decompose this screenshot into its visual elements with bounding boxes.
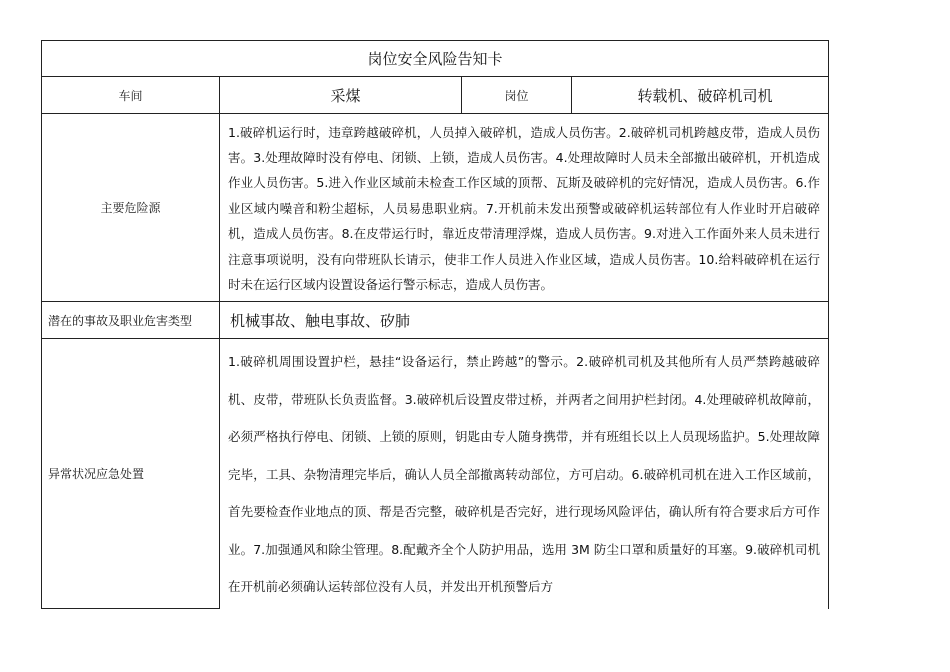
hazards-text: 1.破碎机运行时，违章跨越破碎机，人员掉入破碎机，造成人员伤害。2.破碎机司机跨越皮带，造成人员伤害。3.处理故障时没有停电、闭锁、上锁，造成人员伤害。4.处理故障时人员未全部撤出破碎机，开机造成作业人员伤害。5.进入作业区域前未检查工作区域的顶帮、瓦斯及破碎机的完好情况，造成人员伤害。6.作业区域内噪音和粉尘超标，人员易患职业病。7.开机前未发出预警或破碎机运转部位有人作业时开启破碎机，造成人员伤害。8.在皮带运行时，靠近皮带清理浮煤，造成人员伤害。9.对进入工作面外来人员未进行注意事项说明，没有向带班队长请示，使非工作人员进入作业区域，造成人员伤害。10.给料破碎机在运行时未在运行区域内设置设备运行警示标志，造成人员伤害。 bbox=[220, 114, 829, 302]
risk-notice-card bbox=[41, 40, 828, 609]
title-row bbox=[42, 41, 829, 77]
risk-table bbox=[41, 40, 829, 609]
workshop-value: 采煤 bbox=[220, 77, 462, 114]
workshop-label: 车间 bbox=[42, 77, 220, 114]
hazards-row bbox=[42, 114, 829, 302]
accident-value: 机械事故、触电事故、矽肺 bbox=[220, 302, 829, 339]
accident-label: 潜在的事故及职业危害类型 bbox=[42, 302, 220, 339]
card-title: 岗位安全风险告知卡 bbox=[42, 41, 829, 77]
header-row bbox=[42, 77, 829, 114]
accident-row bbox=[42, 302, 829, 339]
emergency-text: 1.破碎机周围设置护栏，悬挂“设备运行，禁止跨越”的警示。2.破碎机司机及其他所有人员严禁跨越破碎机、皮带，带班队长负责监督。3.破碎机后设置皮带过桥，并两者之间用护栏封闭。4.处理破碎机故障前，必须严格执行停电、闭锁、上锁的原则，钥匙由专人随身携带，并有班组长以上人员现场监护。5.处理故障完毕，工具、杂物清理完毕后，确认人员全部撤离转动部位，方可启动。6.破碎机司机在进入工作区域前，首先要检查作业地点的顶、帮是否完整，破碎机是否完好，进行现场风险评估，确认所有符合要求后方可作业。7.加强通风和除尘管理。8.配戴齐全个人防护用品，选用 3M 防尘口罩和质量好的耳塞。9.破碎机司机在开机前必须确认运转部位没有人员，并发出开机预警后方 bbox=[228, 354, 821, 594]
hazards-label: 主要危险源 bbox=[42, 114, 220, 302]
emergency-label: 异常状况应急处置 bbox=[42, 339, 220, 609]
emergency-row bbox=[42, 339, 829, 609]
post-label: 岗位 bbox=[462, 77, 572, 114]
post-value: 转载机、破碎机司机 bbox=[572, 77, 829, 114]
